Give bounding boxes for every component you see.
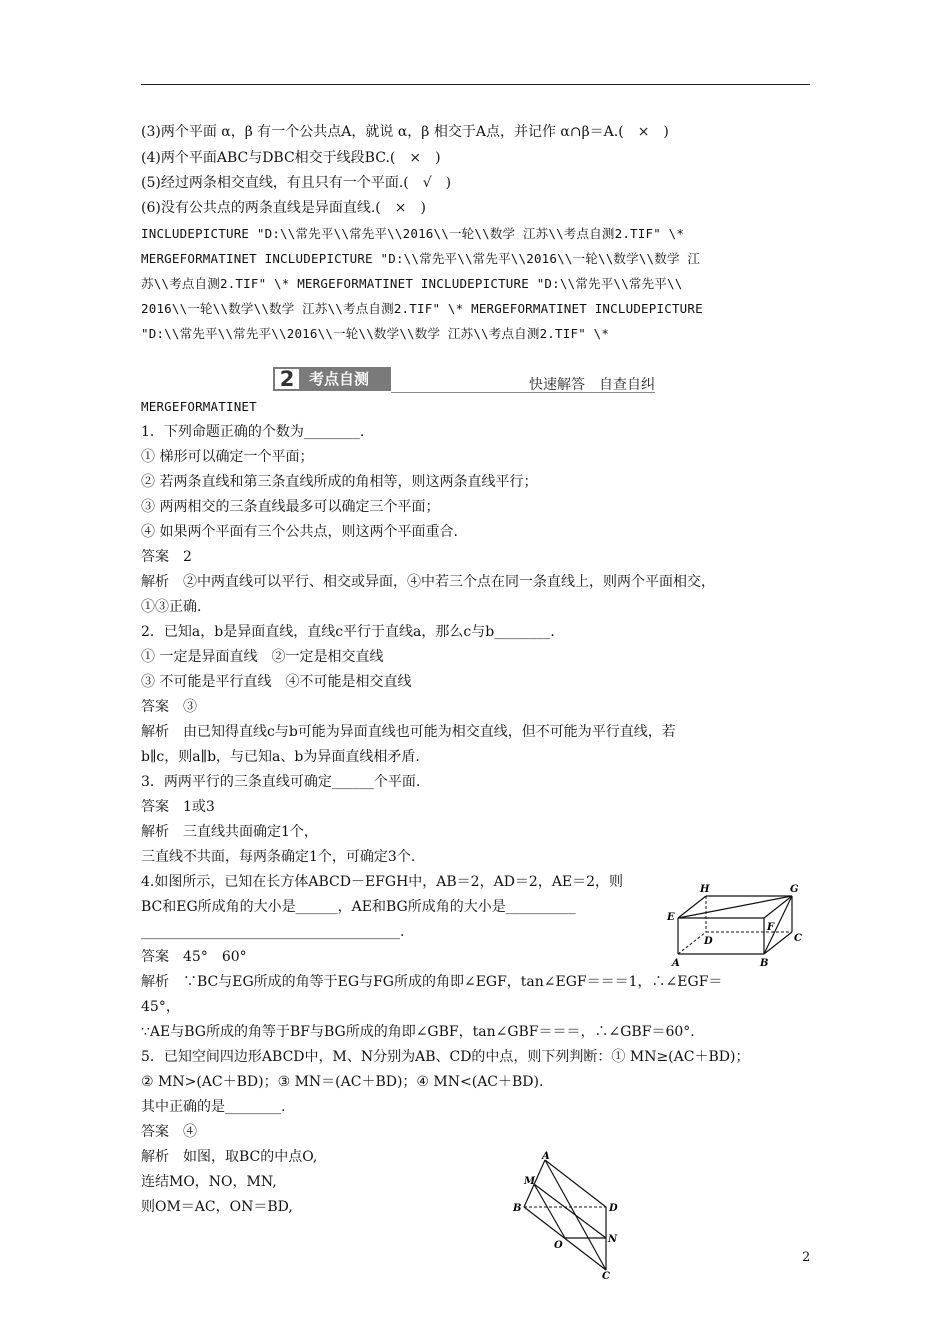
answer-line: 答案 ③ — [141, 699, 197, 715]
segment-mo — [534, 1184, 565, 1238]
figure2-label: N — [608, 1234, 618, 1245]
field-code-line: MERGEFORMATINET INCLUDEPICTURE "D:\\常先平\\常先平\\2016\\一轮\\数学\\数学 江 — [141, 251, 701, 266]
analysis-line: 45°， — [141, 999, 180, 1015]
question-line: 其中正确的是________. — [141, 1099, 286, 1115]
question-line: 2．已知a，b是异面直线，直线c平行于直线a，那么c与b________. — [141, 624, 555, 640]
figure1-label: A — [672, 958, 680, 968]
section-title: 考点自测 — [309, 370, 370, 388]
figure1-label: D — [704, 936, 713, 947]
section-banner — [273, 367, 655, 395]
figure1-label: F — [767, 922, 775, 933]
segment-eg — [678, 896, 792, 918]
edge-ad — [545, 1160, 606, 1207]
option-line: ④ 如果两个平面有三个公共点，则这两个平面重合. — [141, 524, 458, 540]
header-rule — [141, 84, 810, 85]
analysis-line: 解析 ②中两直线可以平行、相交或异面，④中若三个点在同一条直线上，则两个平面相交， — [141, 574, 715, 590]
analysis-line: 解析 如图，取BC的中点O, — [141, 1149, 318, 1165]
answer-line: 答案 45° 60° — [141, 949, 247, 965]
cuboid-figure — [664, 878, 810, 968]
analysis-line: 连结MO，NO，MN, — [141, 1174, 277, 1190]
answer-line: 答案 1或3 — [141, 799, 215, 815]
figure2-label: M — [524, 1176, 536, 1187]
answer-line: 答案 ④ — [141, 1124, 197, 1140]
figure2-label: D — [609, 1203, 618, 1214]
text-line: (6)没有公共点的两条直线是异面直线.( × ) — [141, 200, 426, 216]
analysis-line: 则OM＝AC，ON＝BD, — [141, 1199, 293, 1215]
field-code-line: 2016\\一轮\\数学\\数学 江苏\\考点自测2.TIF" \* MERGEFORMATINET INCLUDEPICTURE — [141, 301, 703, 316]
text-line: (5)经过两条相交直线，有且只有一个平面.( √ ) — [141, 175, 452, 191]
figure1-label: H — [700, 884, 710, 895]
analysis-line: ①③正确. — [141, 599, 202, 615]
option-line: ② 若两条直线和第三条直线所成的角相等，则这两条直线平行； — [141, 474, 538, 490]
analysis-line: ∵AE与BG所成的角等于BF与BG所成的角即∠GBF，tan∠GBF＝＝＝，∴∠GBF＝60°. — [141, 1024, 695, 1040]
figure1-label: C — [794, 933, 802, 944]
analysis-line: b∥c，则a∥b，与已知a、b为异面直线相矛盾. — [141, 749, 420, 765]
question-line: _____________________________________. — [141, 924, 405, 940]
hidden-edge-ad — [678, 932, 706, 954]
question-line: 5．已知空间四边形ABCD中，M、N分别为AB、CD的中点，则下列判断：① MN≥(AC＋BD)； — [141, 1049, 750, 1065]
figure2-label: A — [542, 1151, 550, 1162]
question-line: 4.如图所示，已知在长方体ABCD－EFGH中，AB＝2，AD＝2，AE＝2，则 — [141, 874, 624, 890]
page-number: 2 — [802, 1250, 811, 1265]
field-code-line: MERGEFORMATINET — [141, 399, 257, 414]
section-number: 2 — [273, 367, 301, 391]
question-line: 3．两两平行的三条直线可确定______个平面. — [141, 774, 421, 790]
quadrilateral-figure — [510, 1150, 626, 1280]
segment-mn — [534, 1184, 606, 1238]
option-line: ① 梯形可以确定一个平面； — [141, 449, 314, 465]
field-code-line: "D:\\常先平\\常先平\\2016\\一轮\\数学\\数学 江苏\\考点自测2.TIF" \* — [141, 326, 610, 341]
answer-line: 答案 2 — [141, 549, 192, 565]
field-code-line: INCLUDEPICTURE "D:\\常先平\\常先平\\2016\\一轮\\数学 江苏\\考点自测2.TIF" \* — [141, 226, 685, 241]
figure2-label: O — [554, 1240, 563, 1251]
figure1-label: E — [667, 912, 675, 923]
figure1-label: B — [760, 958, 769, 968]
figure1-label: G — [790, 884, 799, 895]
question-line: 1．下列命题正确的个数为________. — [141, 424, 365, 440]
figure2-label: B — [513, 1203, 522, 1214]
analysis-line: 解析 ∵BC与EG所成的角等于EG与FG所成的角即∠EGF，tan∠EGF＝＝＝1，∴∠EGF＝ — [141, 974, 723, 990]
figure2-label: C — [602, 1271, 610, 1280]
analysis-line: 三直线不共面，每两条确定1个，可确定3个. — [141, 849, 416, 865]
option-line: ③ 不可能是平行直线 ④不可能是相交直线 — [141, 674, 412, 690]
question-line: ② MN>(AC＋BD)；③ MN＝(AC＋BD)；④ MN<(AC＋BD). — [141, 1074, 544, 1090]
option-line: ① 一定是异面直线 ②一定是相交直线 — [141, 649, 384, 665]
option-line: ③ 两两相交的三条直线最多可以确定三个平面； — [141, 499, 440, 515]
analysis-line: 解析 由已知得直线c与b可能为异面直线也可能为相交直线，但不可能为平行直线，若 — [141, 724, 676, 740]
field-code-line: 苏\\考点自测2.TIF" \* MERGEFORMATINET INCLUDEPICTURE "D:\\常先平\\常先平\\ — [141, 276, 683, 291]
question-line: BC和EG所成角的大小是______，AE和BG所成角的大小是__________ — [141, 899, 576, 915]
edge-bc — [764, 932, 792, 954]
text-line: (3)两个平面 α，β 有一个公共点A，就说 α，β 相交于A点，并记作 α∩β＝A.( × ) — [141, 124, 669, 140]
analysis-line: 解析 三直线共面确定1个， — [141, 824, 318, 840]
section-subtitle: 快速解答 自查自纠 — [529, 377, 655, 393]
text-line: (4)两个平面ABC与DBC相交于线段BC.( × ) — [141, 150, 441, 166]
